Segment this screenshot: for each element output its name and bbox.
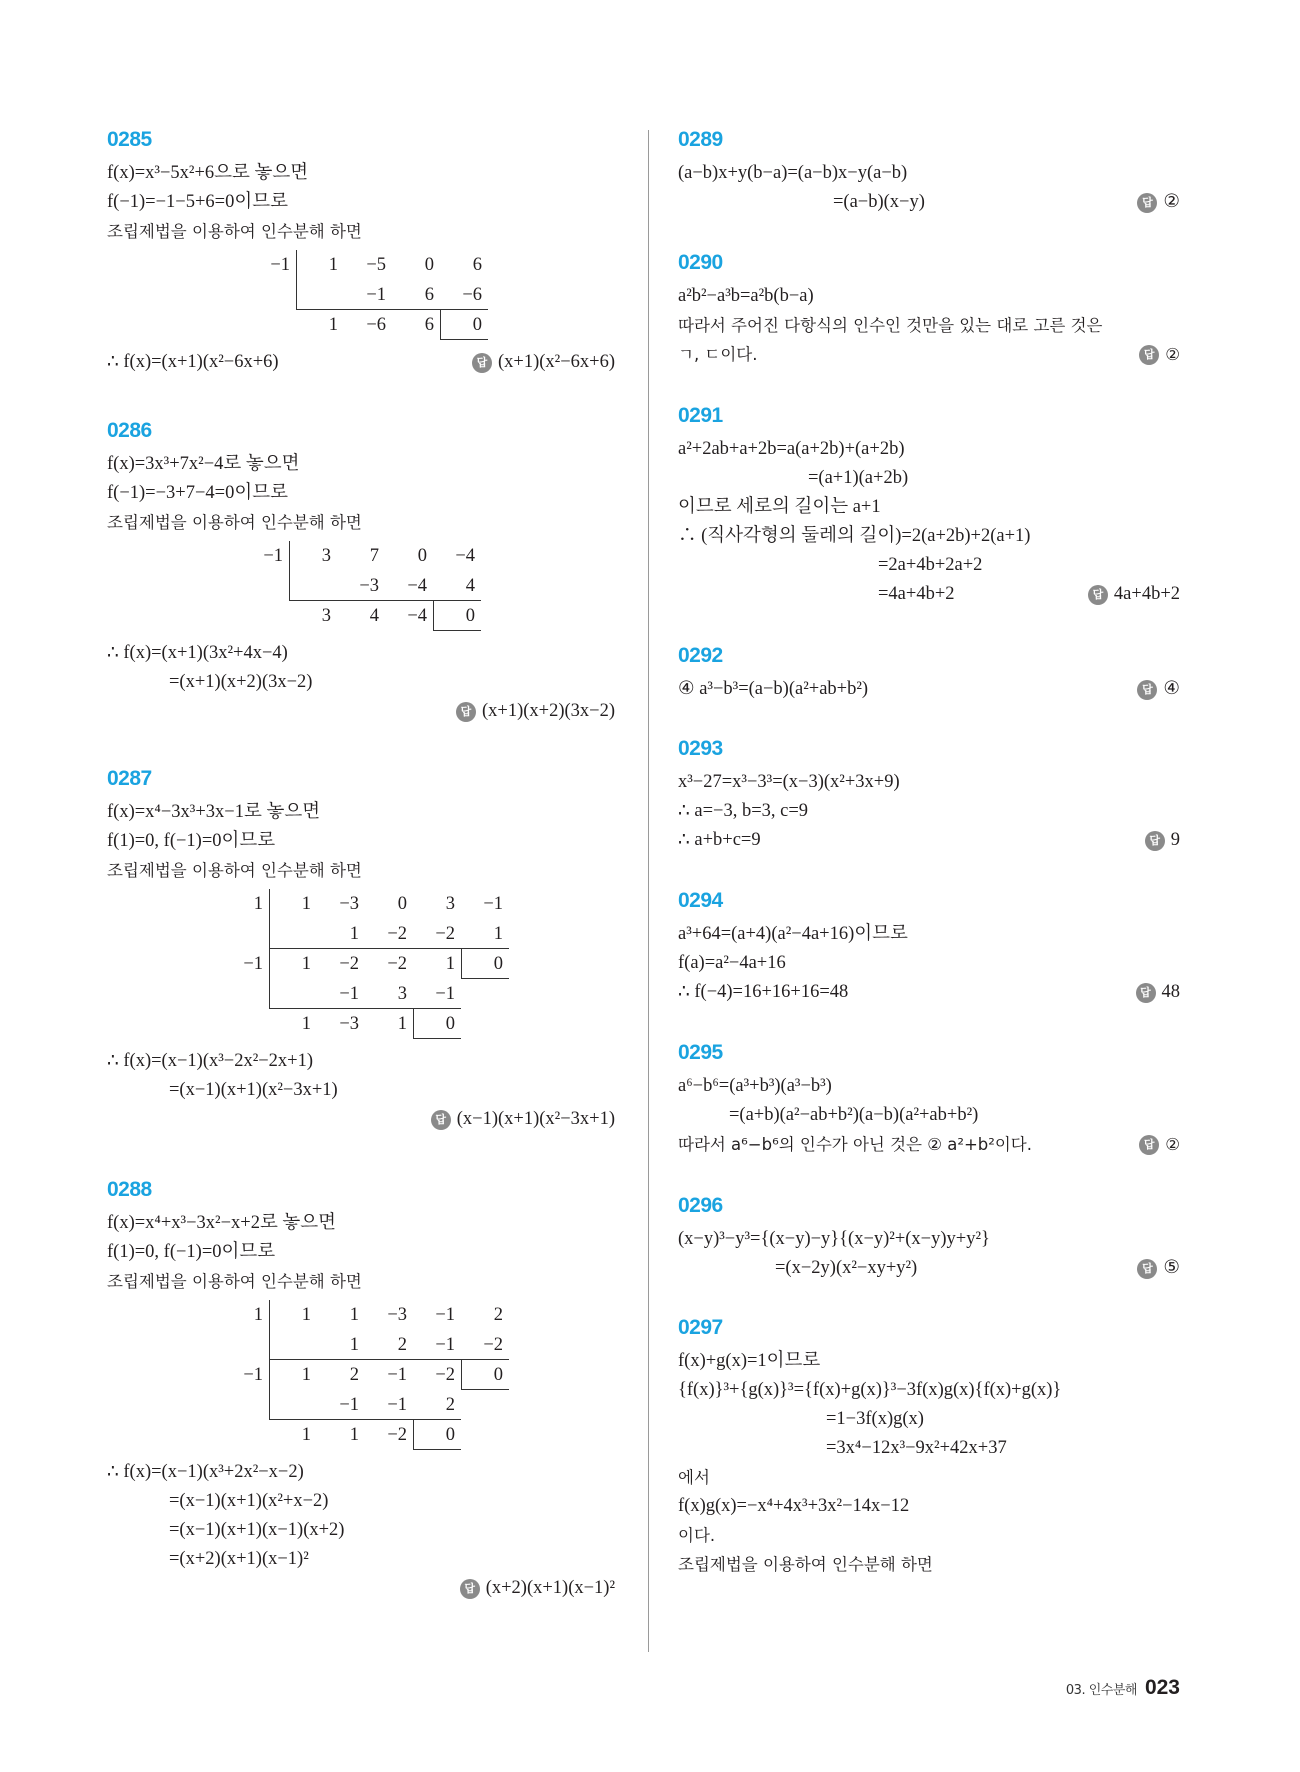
problem-number: 0291 bbox=[678, 404, 723, 427]
product: 3 bbox=[365, 979, 413, 1009]
answer-text: ④ bbox=[1163, 679, 1180, 699]
remainder: 0 bbox=[413, 1009, 461, 1039]
product bbox=[296, 280, 344, 310]
coefficient: 0 bbox=[417, 546, 427, 566]
product: −1 bbox=[413, 979, 461, 1009]
problem-0287 bbox=[107, 767, 615, 1134]
solution-line: 조립제법을 이용하여 인수분해 하면 bbox=[107, 861, 362, 880]
solution-line: ∴ (직사각형의 둘레의 길이)=2(a+2b)+2(a+1) bbox=[678, 526, 1031, 546]
answer bbox=[456, 697, 615, 726]
solution-line: f(−1)=−1−5+6=0이므로 bbox=[107, 192, 288, 212]
solution-line: 이므로 세로의 길이는 a+1 bbox=[678, 497, 881, 517]
problem-number: 0296 bbox=[678, 1194, 723, 1217]
solution-line: 조립제법을 이용하여 인수분해 하면 bbox=[678, 1555, 933, 1574]
column-divider bbox=[648, 130, 649, 1652]
quotient-coefficient: 1 bbox=[397, 1014, 407, 1034]
coefficient: 1 bbox=[349, 1305, 359, 1325]
quotient-coefficient: 3 bbox=[321, 606, 331, 626]
problem-0295 bbox=[678, 1041, 1180, 1159]
solution-line: ∴ f(x)=(x−1)(x³+2x²−x−2) bbox=[107, 1462, 304, 1482]
product bbox=[269, 1330, 317, 1360]
product: −1 bbox=[317, 979, 365, 1009]
coefficient: −1 bbox=[387, 1365, 407, 1385]
problem-0297 bbox=[678, 1316, 1180, 1579]
coefficient: −2 bbox=[435, 1365, 455, 1385]
answer bbox=[1137, 188, 1180, 217]
solution-line: f(x)=3x³+7x²−4로 놓으면 bbox=[107, 454, 300, 474]
synthetic-division-table bbox=[225, 889, 615, 1039]
coefficient: 1 bbox=[296, 250, 344, 280]
conclusion: ∴ f(x)=(x+1)(x²−6x+6) bbox=[107, 352, 279, 372]
answer bbox=[1139, 340, 1180, 369]
quotient-coefficient: 4 bbox=[369, 606, 379, 626]
solution-line: a³+64=(a+4)(a²−4a+16)이므로 bbox=[678, 924, 908, 944]
solution-line: f(x)=x⁴+x³−3x²−x+2로 놓으면 bbox=[107, 1213, 337, 1233]
equation: =(x−2y)(x²−xy+y²) bbox=[775, 1258, 918, 1278]
solution-line: f(x)=x⁴−3x³+3x−1로 놓으면 bbox=[107, 802, 321, 822]
coefficient: 7 bbox=[369, 546, 379, 566]
problem-number: 0290 bbox=[678, 251, 723, 274]
problem-0293 bbox=[678, 737, 1180, 855]
coefficient: −4 bbox=[455, 546, 475, 566]
answer-badge-icon: 답 bbox=[1088, 585, 1108, 605]
product: −3 bbox=[337, 571, 385, 601]
solution-line bbox=[678, 675, 1180, 704]
coefficient: 2 bbox=[349, 1365, 359, 1385]
divisor: −1 bbox=[243, 1365, 263, 1385]
solution-line: a²b²−a³b=a²b(b−a) bbox=[678, 286, 814, 306]
problem-0290 bbox=[678, 251, 1180, 369]
problem-0296 bbox=[678, 1194, 1180, 1283]
product: −4 bbox=[385, 571, 433, 601]
divisor: −1 bbox=[263, 546, 283, 566]
page-number: 023 bbox=[1144, 1676, 1180, 1699]
problem-0291 bbox=[678, 404, 1180, 609]
remainder: 0 bbox=[440, 310, 488, 340]
answer bbox=[431, 1105, 615, 1134]
solution-line bbox=[678, 580, 1180, 609]
remainder: 0 bbox=[433, 601, 481, 631]
solution-line: f(x)=x³−5x²+6으로 놓으면 bbox=[107, 163, 309, 183]
divisor: 1 bbox=[253, 894, 263, 914]
problem-0289 bbox=[678, 128, 1180, 217]
problem-number: 0285 bbox=[107, 128, 152, 151]
coefficient: −2 bbox=[339, 954, 359, 974]
equation: ∴ a+b+c=9 bbox=[678, 830, 761, 850]
coefficient: 1 bbox=[269, 1300, 317, 1330]
solution-line bbox=[107, 348, 615, 377]
problem-number: 0286 bbox=[107, 419, 152, 442]
problem-0294 bbox=[678, 889, 1180, 1007]
solution-line: a⁶−b⁶=(a³+b³)(a³−b³) bbox=[678, 1076, 832, 1096]
conclusion: ㄱ, ㄷ이다. bbox=[678, 345, 758, 364]
quotient-coefficient: −4 bbox=[407, 606, 427, 626]
coefficient: −1 bbox=[483, 894, 503, 914]
problem-number: 0288 bbox=[107, 1178, 152, 1201]
answer-text: (x−1)(x+1)(x²−3x+1) bbox=[456, 1109, 615, 1129]
answer bbox=[1137, 1254, 1180, 1283]
coefficient: 1 bbox=[269, 949, 317, 979]
answer bbox=[1088, 580, 1180, 609]
solution-line bbox=[678, 188, 1180, 217]
solution-line: f(−1)=−3+7−4=0이므로 bbox=[107, 483, 288, 503]
solution-line: =(x−1)(x+1)(x−1)(x+2) bbox=[169, 1520, 345, 1540]
product: −1 bbox=[413, 1330, 461, 1360]
product: −1 bbox=[317, 1390, 365, 1420]
solution-line: =2a+4b+2a+2 bbox=[878, 555, 983, 575]
answer-text: 4a+4b+2 bbox=[1113, 584, 1180, 604]
solution-line: a²+2ab+a+2b=a(a+2b)+(a+2b) bbox=[678, 439, 905, 459]
answer bbox=[1145, 826, 1180, 855]
coefficient: 1 bbox=[269, 1360, 317, 1390]
coefficient: −3 bbox=[387, 1305, 407, 1325]
answer-text: (x+1)(x²−6x+6) bbox=[498, 352, 615, 372]
product: 2 bbox=[413, 1390, 461, 1420]
solution-line: 조립제법을 이용하여 인수분해 하면 bbox=[107, 513, 362, 532]
product: 6 bbox=[392, 280, 440, 310]
answer-text: (x+1)(x+2)(3x−2) bbox=[481, 701, 615, 721]
product: 1 bbox=[317, 919, 365, 949]
product: −1 bbox=[365, 1390, 413, 1420]
problem-0292 bbox=[678, 644, 1180, 704]
product: 1 bbox=[317, 1330, 365, 1360]
solution-line: 에서 bbox=[678, 1468, 710, 1487]
synthetic-division-table bbox=[225, 1300, 615, 1450]
product: 2 bbox=[365, 1330, 413, 1360]
synthetic-division-table bbox=[245, 541, 615, 631]
quotient-coefficient: 1 bbox=[301, 1425, 311, 1445]
solution-line: 따라서 주어진 다항식의 인수인 것만을 있는 대로 고른 것은 bbox=[678, 316, 1103, 335]
answer-line bbox=[107, 697, 615, 726]
quotient-coefficient: 1 bbox=[301, 1014, 311, 1034]
answer-text: ⑤ bbox=[1163, 1258, 1180, 1278]
synthetic-division-table bbox=[252, 250, 615, 340]
solution-line: =(x−1)(x+1)(x²+x−2) bbox=[169, 1491, 329, 1511]
solution-line: x³−27=x³−3³=(x−3)(x²+3x+9) bbox=[678, 772, 900, 792]
divisor: −1 bbox=[270, 255, 290, 275]
problem-number: 0294 bbox=[678, 889, 723, 912]
answer-line bbox=[107, 1574, 615, 1603]
solution-line: f(1)=0, f(−1)=0이므로 bbox=[107, 831, 276, 851]
remainder: 0 bbox=[413, 1420, 461, 1450]
coefficient: 6 bbox=[472, 255, 482, 275]
solution-line: f(1)=0, f(−1)=0이므로 bbox=[107, 1242, 276, 1262]
answer-badge-icon: 답 bbox=[472, 353, 492, 373]
answer-badge-icon: 답 bbox=[431, 1110, 451, 1130]
answer bbox=[472, 348, 615, 377]
quotient-coefficient: −6 bbox=[366, 315, 386, 335]
problem-number: 0292 bbox=[678, 644, 723, 667]
answer-badge-icon: 답 bbox=[1139, 1135, 1159, 1155]
quotient-coefficient: 1 bbox=[349, 1425, 359, 1445]
divisor: −1 bbox=[243, 954, 263, 974]
coefficient: −3 bbox=[339, 894, 359, 914]
product: 1 bbox=[461, 919, 509, 949]
equation: ④ a³−b³=(a−b)(a²+ab+b²) bbox=[678, 679, 869, 699]
answer-badge-icon: 답 bbox=[1137, 680, 1157, 700]
answer bbox=[460, 1574, 615, 1603]
coefficient: 0 bbox=[424, 255, 434, 275]
answer bbox=[1136, 978, 1181, 1007]
answer-text: (x+2)(x+1)(x−1)² bbox=[485, 1578, 615, 1598]
product: −6 bbox=[440, 280, 488, 310]
solution-line bbox=[678, 340, 1180, 369]
quotient-coefficient: −3 bbox=[339, 1014, 359, 1034]
equation: ∴ f(−4)=16+16+16=48 bbox=[678, 982, 849, 1002]
product: −2 bbox=[413, 919, 461, 949]
product: −2 bbox=[461, 1330, 509, 1360]
problem-0288 bbox=[107, 1178, 615, 1603]
chapter-label: 03. 인수분해 bbox=[1065, 1683, 1137, 1698]
problem-number: 0293 bbox=[678, 737, 723, 760]
problem-0285 bbox=[107, 128, 615, 377]
answer-badge-icon: 답 bbox=[1136, 983, 1156, 1003]
product bbox=[269, 919, 317, 949]
equation: =(a−b)(x−y) bbox=[833, 192, 925, 212]
coefficient: 2 bbox=[493, 1305, 503, 1325]
solution-line: =(a+1)(a+2b) bbox=[808, 468, 909, 488]
solution-line: =3x⁴−12x³−9x²+42x+37 bbox=[826, 1438, 1007, 1458]
solution-line: =(a+b)(a²−ab+b²)(a−b)(a²+ab+b²) bbox=[729, 1105, 979, 1125]
coefficient: 1 bbox=[445, 954, 455, 974]
solution-line: =(x+1)(x+2)(3x−2) bbox=[169, 672, 313, 692]
solution-line: f(a)=a²−4a+16 bbox=[678, 953, 786, 973]
solution-line bbox=[678, 978, 1180, 1007]
coefficient: 3 bbox=[289, 541, 337, 571]
answer-text: 9 bbox=[1170, 830, 1180, 850]
solution-line: 이다. bbox=[678, 1526, 716, 1545]
divisor: 1 bbox=[253, 1305, 263, 1325]
problem-0286 bbox=[107, 419, 615, 726]
answer-badge-icon: 답 bbox=[1137, 193, 1157, 213]
solution-line bbox=[678, 826, 1180, 855]
product bbox=[269, 979, 317, 1009]
product bbox=[289, 571, 337, 601]
coefficient: −5 bbox=[366, 255, 386, 275]
solution-line: =(x+2)(x+1)(x−1)² bbox=[169, 1549, 309, 1569]
answer-badge-icon: 답 bbox=[1137, 1259, 1157, 1279]
coefficient: −1 bbox=[435, 1305, 455, 1325]
conclusion: 따라서 a⁶−b⁶의 인수가 아닌 것은 ② a²+b²이다. bbox=[678, 1135, 1032, 1154]
quotient-coefficient: 6 bbox=[424, 315, 434, 335]
equation: =4a+4b+2 bbox=[878, 584, 955, 604]
problem-number: 0295 bbox=[678, 1041, 723, 1064]
remainder: 0 bbox=[461, 949, 509, 979]
answer-badge-icon: 답 bbox=[1145, 831, 1165, 851]
solution-line: f(x)g(x)=−x⁴+4x³+3x²−14x−12 bbox=[678, 1496, 910, 1516]
solution-line: ∴ f(x)=(x+1)(3x²+4x−4) bbox=[107, 643, 288, 663]
product: −2 bbox=[365, 919, 413, 949]
product bbox=[269, 1390, 317, 1420]
answer-badge-icon: 답 bbox=[456, 702, 476, 722]
answer-badge-icon: 답 bbox=[1139, 345, 1159, 365]
problem-number: 0289 bbox=[678, 128, 723, 151]
solution-line: 조립제법을 이용하여 인수분해 하면 bbox=[107, 222, 362, 241]
solution-line: f(x)+g(x)=1이므로 bbox=[678, 1351, 821, 1371]
remainder: 0 bbox=[461, 1360, 509, 1390]
quotient-coefficient: 1 bbox=[328, 315, 338, 335]
page-footer bbox=[1066, 1676, 1180, 1700]
coefficient: 1 bbox=[269, 889, 317, 919]
solution-line: =(x−1)(x+1)(x²−3x+1) bbox=[169, 1080, 338, 1100]
problem-number: 0297 bbox=[678, 1316, 723, 1339]
solution-line: =1−3f(x)g(x) bbox=[826, 1409, 924, 1429]
product: −1 bbox=[344, 280, 392, 310]
quotient-coefficient: −2 bbox=[387, 1425, 407, 1445]
solution-line: {f(x)}³+{g(x)}³={f(x)+g(x)}³−3f(x)g(x){f(x)+g(x)} bbox=[678, 1380, 1062, 1400]
solution-line: ∴ a=−3, b=3, c=9 bbox=[678, 801, 809, 821]
answer-text: 48 bbox=[1161, 982, 1180, 1002]
coefficient: 3 bbox=[445, 894, 455, 914]
answer bbox=[1137, 675, 1180, 704]
product: 4 bbox=[433, 571, 481, 601]
answer-badge-icon: 답 bbox=[460, 1579, 480, 1599]
solution-line: (a−b)x+y(b−a)=(a−b)x−y(a−b) bbox=[678, 163, 908, 183]
answer-line bbox=[107, 1105, 615, 1134]
solution-line: 조립제법을 이용하여 인수분해 하면 bbox=[107, 1272, 362, 1291]
solution-line: ∴ f(x)=(x−1)(x³−2x²−2x+1) bbox=[107, 1051, 314, 1071]
solution-line: (x−y)³−y³={(x−y)−y}{(x−y)²+(x−y)y+y²} bbox=[678, 1229, 990, 1249]
answer bbox=[1139, 1130, 1180, 1159]
solution-line bbox=[678, 1254, 1180, 1283]
answer-text: ② bbox=[1165, 345, 1180, 364]
problem-number: 0287 bbox=[107, 767, 152, 790]
coefficient: 0 bbox=[397, 894, 407, 914]
answer-text: ② bbox=[1165, 1135, 1180, 1154]
answer-text: ② bbox=[1163, 192, 1180, 212]
coefficient: −2 bbox=[387, 954, 407, 974]
solution-line bbox=[678, 1130, 1180, 1159]
